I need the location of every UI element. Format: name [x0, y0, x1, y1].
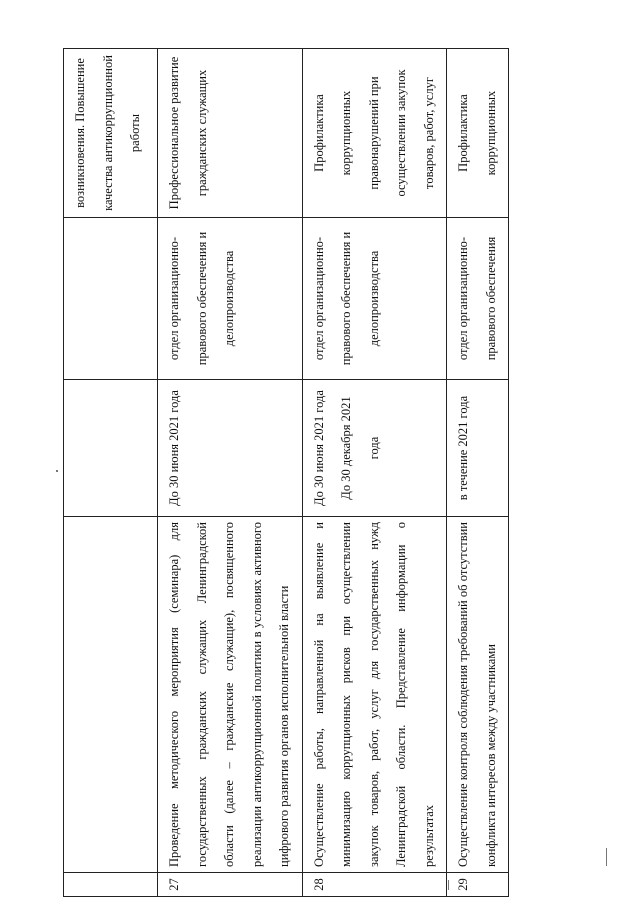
- plan-table: [63, 48, 509, 897]
- result-cell: Профилактика коррупционных: [447, 49, 509, 218]
- activity-cell: Проведение методического мероприятия (семинара) для государственных гражданских служащих Ленинградской области (далее – гражданские служащие), посвященного реализации антикоррупционной политики в условиях активного цифрового развития органов исполнительной власти: [158, 517, 303, 873]
- responsible-cell: [64, 218, 158, 380]
- result-cell: Профессиональное развитие гражданских служащих: [158, 49, 303, 218]
- row-number: 28: [302, 873, 447, 897]
- row-number: 27: [158, 873, 303, 897]
- scan-speck: [56, 470, 58, 472]
- activity-cell: [64, 517, 158, 873]
- table-row: [158, 49, 303, 897]
- deadline-cell: в течение 2021 года: [447, 380, 509, 517]
- deadline-cell: До 30 июня 2021 года До 30 декабря 2021 года: [302, 380, 447, 517]
- row-number: 29: [447, 873, 509, 897]
- result-cell: Профилактика коррупционных правонарушений при осуществлении закупок товаров, работ, услуг: [302, 49, 447, 218]
- scan-speck: [448, 880, 449, 890]
- activity-cell: Осуществление работы, направленной на выявление и минимизацию коррупционных рисков при осуществлении закупок товаров, работ, услуг для государственных нужд Ленинградской области. Представление информации о результатах: [302, 517, 447, 873]
- table-row: [447, 49, 509, 897]
- result-cell: возникновения. Повышение качества антикоррупционной работы: [64, 49, 158, 218]
- responsible-cell: отдел организационно-правового обеспечения: [447, 218, 509, 380]
- activity-cell: Осуществление контроля соблюдения требований об отсутствии конфликта интересов между участниками: [447, 517, 509, 873]
- table-row: [64, 49, 158, 897]
- row-number: [64, 873, 158, 897]
- table-row: [302, 49, 447, 897]
- deadline-cell: До 30 июня 2021 года: [158, 380, 303, 517]
- responsible-cell: отдел организационно-правового обеспечения и делопроизводства: [158, 218, 303, 380]
- scan-speck: [606, 848, 607, 866]
- deadline-cell: [64, 380, 158, 517]
- responsible-cell: отдел организационно-правового обеспечения и делопроизводства: [302, 218, 447, 380]
